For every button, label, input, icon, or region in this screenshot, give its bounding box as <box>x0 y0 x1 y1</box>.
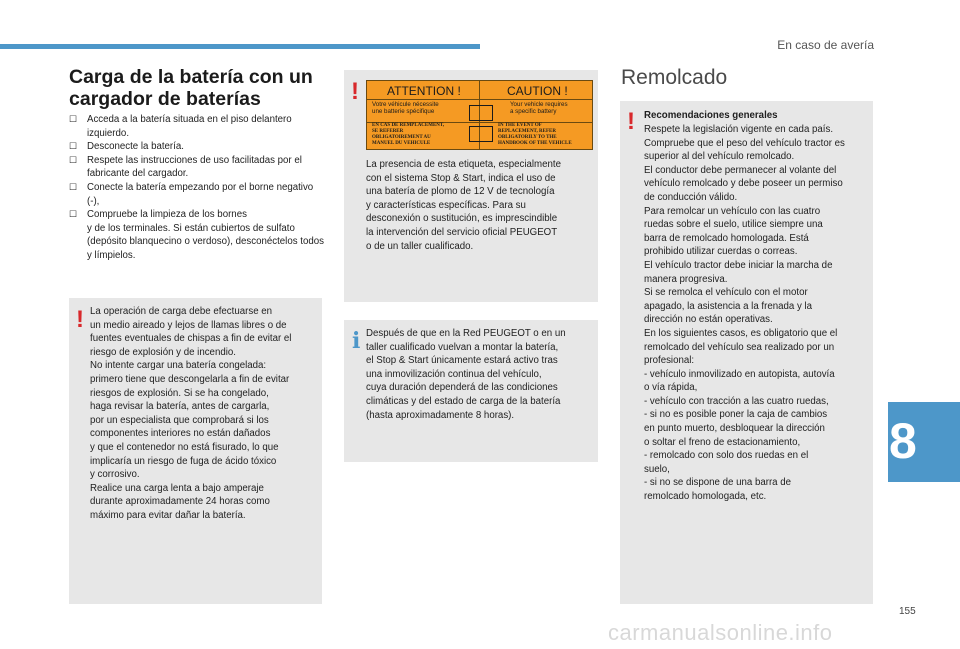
charging-steps-list <box>69 113 324 263</box>
chapter-number: 8 <box>889 413 917 469</box>
label-caution: CAUTION ! <box>507 84 568 98</box>
label-en-foot: IN THE EVENT OF REPLACEMENT, REFER OBLIGATORILY TO THE HANDBOOK OF THE VEHICLE <box>498 123 572 146</box>
label-en-text: Your vehicle requires a specific battery <box>510 101 568 115</box>
towing-title: Remolcado <box>621 66 728 89</box>
checkbox-icon: ☐ <box>69 114 78 124</box>
manual-icon <box>469 126 493 142</box>
list-item: ☐ Compruebe la limpieza de los bornes y de los terminales. Si están cubiertos de sulfato (depósito blanquecino o verdoso), desconéctelos todos y límpielos. <box>69 209 324 261</box>
towing-recommendations-text: Respete la legislación vigente en cada país. Compruebe que el peso del vehículo tractor es superior al del vehículo remolcado. El conductor debe permanecer al volante del vehículo remolcado y debe poseer un permiso de conducción válido. Para remolcar un vehículo con las cuatro ruedas sobre el suelo, utilice siempre una barra de remolcado homologada. Está prohibido utilizar cuerdas o correas. El vehículo tractor debe iniciar la marcha de manera progresiva. Si se remolca el vehículo con el motor apagado, la asistencia a la frenada y la dirección no están operativas. En los siguientes casos, es obligatorio que el remolcado del vehículo sea realizado por un profesional: - vehículo inmovilizado en autopista, autovía o vía rápida, - vehículo con tracción a las cuatro ruedas, - si no es posible poner la caja de cambios en punto muerto, desbloquear la dirección o soltar el freno de estacionamiento, - remolcado con solo dos ruedas en el suelo, - si no se dispone de una barra de remolcado homologada, etc. <box>644 124 845 503</box>
checkbox-icon: ☐ <box>69 154 78 165</box>
stop-start-info-text: Después de que en la Red PEUGEOT o en un taller cualificado vuelvan a montar la batería, el Stop & Start únicamente estará activo tras una inmovilización continua del vehículo, cuya duración dependerá de las condiciones climáticas y del estado de carga de la batería (hasta aproximadamente 8 horas). <box>366 328 566 421</box>
checkbox-icon: ☐ <box>69 209 78 220</box>
towing-recommendations-box <box>620 101 873 604</box>
warning-icon: ! <box>76 306 84 333</box>
warning-icon: ! <box>627 108 635 135</box>
watermark: carmanualsonline.info <box>608 620 833 645</box>
towing-recommendations-title: Recomendaciones generales <box>644 110 778 121</box>
section-title: En caso de avería <box>777 38 874 52</box>
stop-start-info-box <box>344 320 598 462</box>
checkbox-icon: ☐ <box>69 141 78 152</box>
list-item: ☐ Acceda a la batería situada en el piso delantero izquierdo. <box>69 114 292 139</box>
list-item: ☐ Respete las instrucciones de uso facilitadas por el fabricante del cargador. <box>69 154 302 180</box>
battery-charging-title: Carga de la batería con un cargador de baterías <box>69 66 313 110</box>
warning-icon: ! <box>351 78 359 105</box>
label-fr-text: Votre véhicule nécessite une batterie spécifique <box>372 101 439 115</box>
list-item: ☐ Desconecte la batería. <box>69 141 184 153</box>
battery-label-warning-text: La presencia de esta etiqueta, especialmente con el sistema Stop & Start, indica el uso de una batería de plomo de 12 V de tecnología y características específicas. Para su desconexión o sustitución, es imprescindible la intervención del servicio oficial PEUGEOT o de un taller cualificado. <box>366 159 561 252</box>
battery-label-image <box>366 80 593 150</box>
charging-warning-text: La operación de carga debe efectuarse en un medio aireado y lejos de llamas libres o de fuentes eventuales de chispas a fin de evitar el riesgo de explosión y de incendio. No intente cargar una batería congelada: primero tiene que descongelarla a fin de evitar riesgos de explosión. Si se ha congelado, haga revisar la batería, antes de cargarla, por un especialista que comprobará si los componentes interiores no están dañados y que el contenedor no está fisurado, lo que implicaría un riesgo de fuga de ácido tóxico y corrosivo. Realice una carga lenta a bajo amperaje durante aproximadamente 24 horas como máximo para evitar dañar la batería. <box>90 306 292 521</box>
label-attention: ATTENTION ! <box>387 84 461 98</box>
battery-icon <box>469 105 493 121</box>
list-item: ☐ Conecte la batería empezando por el borne negativo (-), <box>69 181 314 207</box>
checkbox-icon: ☐ <box>69 181 78 192</box>
header-accent-bar <box>0 44 480 49</box>
charging-warning-box <box>69 298 322 604</box>
info-icon: i <box>352 328 361 354</box>
label-fr-foot: EN CAS DE REMPLACEMENT, SE REFERER OBLIGATOIREMENT AU MANUEL DU VEHICULE <box>372 123 445 146</box>
page-number: 155 <box>899 606 916 617</box>
